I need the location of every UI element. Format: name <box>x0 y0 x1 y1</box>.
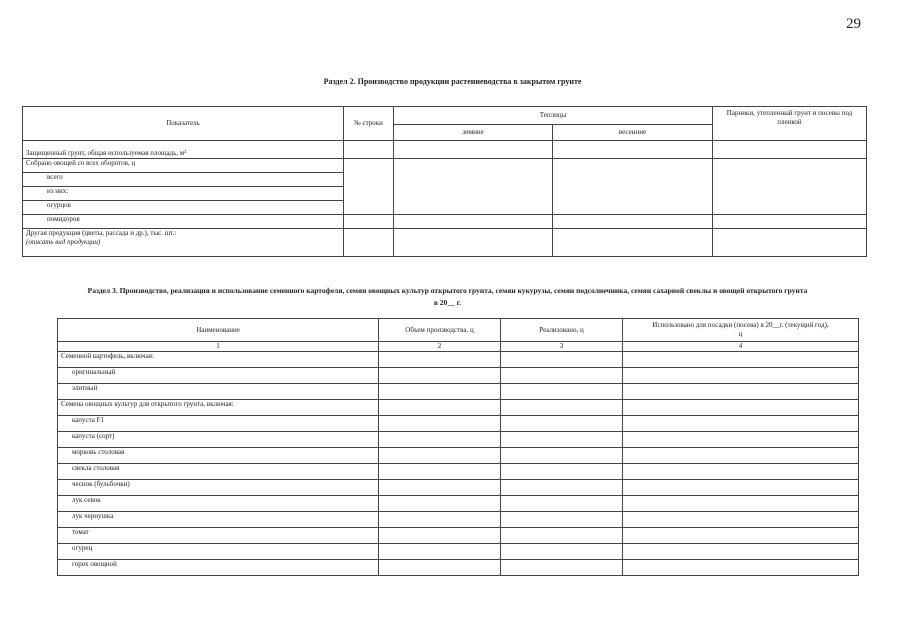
header-indicator: Показатель <box>23 107 344 141</box>
section3-table <box>57 318 859 576</box>
header-greenhouses: Теплицы <box>394 107 713 125</box>
row-of-which: из них: <box>23 187 344 201</box>
section2-table <box>22 106 867 257</box>
table-row-label: лук севок <box>58 496 379 512</box>
header-used <box>623 319 859 342</box>
col-number-2: 2 <box>379 342 501 352</box>
col-number-3: 3 <box>501 342 623 352</box>
row-collected: Собрано овощей со всех оборотов, ц <box>23 159 344 173</box>
table-row-label: свекла столовая <box>58 464 379 480</box>
table-row-label: чеснок (бульбочки) <box>58 480 379 496</box>
table-row-label: томат <box>58 528 379 544</box>
header-spring: весенние <box>553 125 713 141</box>
row-cucumbers: огурцов <box>23 201 344 215</box>
row-other-line2: (описать вид продукции) <box>26 238 101 246</box>
table-row-label: лук чернушка <box>58 512 379 528</box>
section3-title-line1: Раздел 3. Производство, реализация и использование семенного картофеля, семян овощных культур открытого грунта, семян кукурузы, семян подсолнечника, семян сахарной свеклы и овощей открытого грунта <box>87 286 808 295</box>
table-row-label: оригинальный <box>58 368 379 384</box>
header-hotbeds: Парники, утепленный грунт и посевы под пленкой <box>713 107 867 141</box>
row-other <box>23 229 344 257</box>
table-row-label: Семенной картофель, включая: <box>58 352 379 368</box>
header-volume: Объем производства, ц <box>379 319 501 342</box>
row-tomatoes: помидоров <box>23 215 344 229</box>
col-number-4: 4 <box>623 342 859 352</box>
header-used-line2: ц <box>738 330 743 338</box>
table-row-label: горох овощной <box>58 560 379 576</box>
col-number-1: 1 <box>58 342 379 352</box>
row-area: Защищенный грунт, общая используемая площадь, м² <box>23 141 344 159</box>
page-number: 29 <box>846 16 861 32</box>
table-row-label: огурец <box>58 544 379 560</box>
header-sold: Реализовано, ц <box>501 319 623 342</box>
section3-title-line2: в 20__ г. <box>433 298 462 307</box>
table-row-label: элитный <box>58 384 379 400</box>
row-other-line1: Другая продукция (цветы, рассада и др.), тыс. шт.: <box>26 229 177 237</box>
header-used-line1: Использовано для посадки (посева) в 20__г. (текущий год), <box>652 321 829 329</box>
header-name: Наименование <box>58 319 379 342</box>
table-row-label: капуста F1 <box>58 416 379 432</box>
section2-title: Раздел 2. Производство продукции растениеводства в закрытом грунте <box>323 77 582 86</box>
header-winter: зимние <box>394 125 553 141</box>
header-row-no: № строки <box>344 107 394 141</box>
table-row-label: Семена овощных культур для открытого грунта, включая: <box>58 400 379 416</box>
row-total: всего <box>23 173 344 187</box>
table-row-label: капуста (сорт) <box>58 432 379 448</box>
table-row-label: морковь столовая <box>58 448 379 464</box>
section3-title <box>30 285 865 309</box>
